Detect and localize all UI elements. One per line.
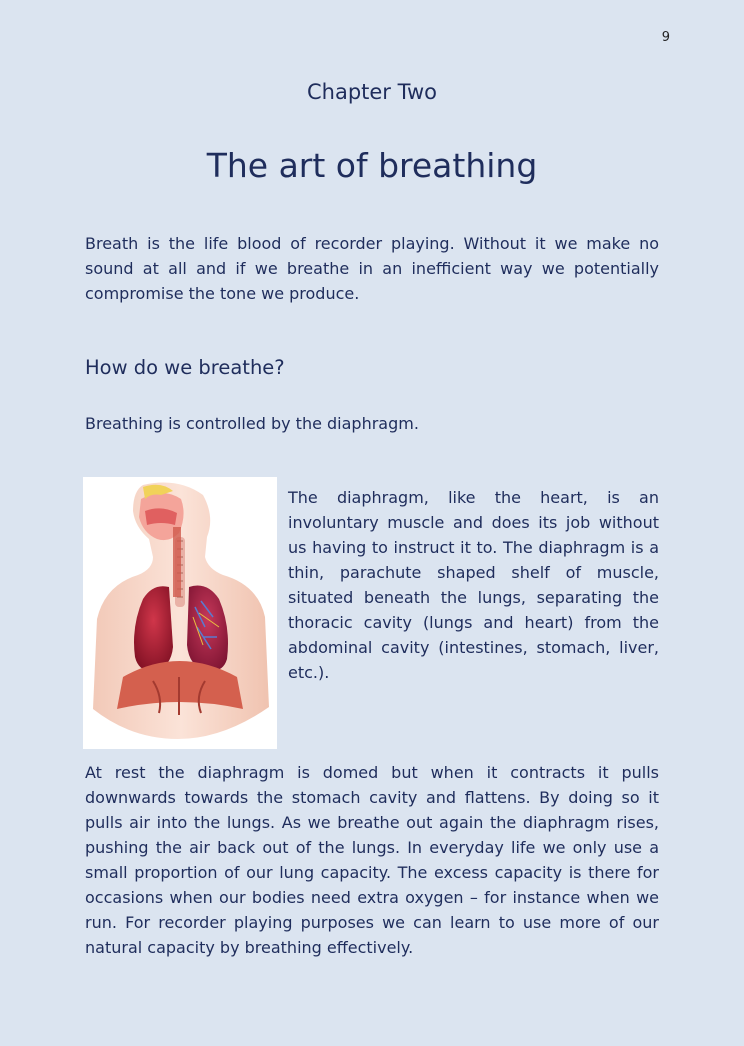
chapter-label: Chapter Two	[306, 80, 437, 104]
diaphragm-description: The diaphragm, like the heart, is an involuntary muscle and does its job without us having to instruct it to. The diaphragm is a thin, parachute shaped shelf of muscle, situated beneath the lungs, separating the thoracic cavity (lungs and heart) from the abdominal cavity (intestines, stomach, liver, etc.).	[288, 488, 659, 682]
respiratory-system-illustration-icon	[83, 477, 277, 749]
intro-paragraph: Breath is the life blood of recorder playing. Without it we make no sound at all and if we breathe in an inefficient way we potentially compromise the tone we produce.	[85, 234, 659, 303]
at-rest-paragraph: At rest the diaphragm is domed but when it contracts it pulls downwards towards the stomach cavity and flattens. By doing so it pulls air into the lungs. As we breathe out again the diaphragm rises, pushing the air back out of the lungs. In everyday life we only use a small proportion of our lung capacity. The excess capacity is there for occasions when our bodies need extra oxygen – for instance when we run. For recorder playing purposes we can learn to use more of our natural capacity by breathing effectively.	[85, 763, 659, 957]
page-number: 9	[661, 30, 670, 45]
respiratory-system-figure	[83, 477, 277, 749]
page-title: The art of breathing	[206, 146, 538, 185]
section-heading: How do we breathe?	[85, 356, 285, 379]
controlled-paragraph: Breathing is controlled by the diaphragm.	[85, 414, 419, 433]
